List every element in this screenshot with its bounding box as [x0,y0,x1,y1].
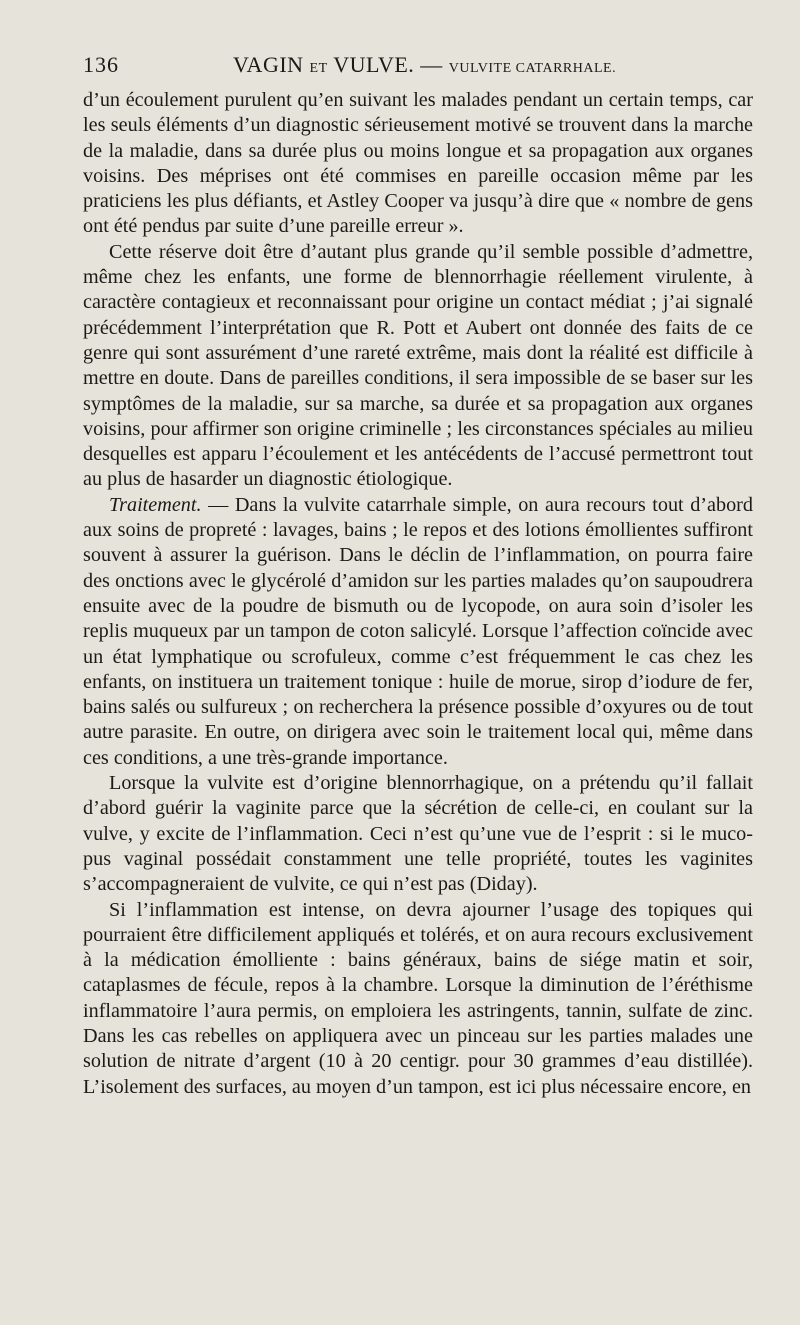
paragraph-1: d’un écoulement purulent qu’en suivant les malades pendant un certain temps, car les seuls éléments d’un diagnostic sérieusement motivé se trouvent dans la marche de la maladie, dans sa durée plus ou moins longue et sa propagation aux organes voisins. Des méprises ont été commises en pareille occasion même par les praticiens les plus défiants, et Astley Cooper va jusqu’à dire que « nombre de gens ont été pendus par suite d’une pareille erreur ». [83,89,753,238]
paragraph-2: Cette réserve doit être d’autant plus grande qu’il semble possible d’admettre, même chez les enfants, une forme de blennorrhagie réellement virulente, à caractère contagieux et reconnaissant pour origine un contact médiat ; j’ai signalé précédemment l’interprétation que R. Pott et Aubert ont donnée des faits de ce genre qui sont assurément d’une rareté extrême, mais dont la réalité est difficile à mettre en doute. Dans de pareilles conditions, il sera impossible de se baser sur les symptômes de la maladie, sur sa marche, sa durée et sa propagation aux organes voisins, pour affirmer son origine criminelle ; les circonstances spéciales au milieu desquelles est apparu l’écoulement et les antécédents de l’accusé permettront tout au plus de hasarder un diagnostic étiologique. [83,240,753,491]
section-lead: Traitement. [109,493,202,516]
paragraph-3 [83,493,753,771]
title-et: ET [309,61,328,76]
title-main: VAGIN [233,52,304,77]
page-number: 136 [83,52,119,77]
running-title [233,52,616,78]
running-header [83,52,753,88]
title-sub: VULVITE CATARRHALE. [448,61,617,76]
paragraph-5: Si l’inflammation est intense, on devra ajourner l’usage des topiques qui pourraient être difficilement appliqués et tolérés, et on aura recours exclusivement à la médication émolliente : bains généraux, bains de siége matin et soir, cataplasmes de fécule, repos à la chambre. Lorsque la diminution de l’éréthisme inflammatoire l’aura permis, on emploiera les astringents, tannin, sulfate de zinc. Dans les cas rebelles on appliquera avec un pinceau sur les parties malades une solution de nitrate d’argent (10 à 20 centigr. pour 30 grammes d’eau distillée). L’isolement des surfaces, au moyen d’un tampon, est ici plus nécessaire encore, en [83,898,753,1098]
body-text [83,88,753,1100]
paragraph-3-text: — Dans la vulvite catarrhale simple, on aura recours tout d’abord aux soins de propreté : lavages, bains ; le repos et des lotions émollientes suffiront souvent à assurer la guérison. Dans le déclin de l’inflammation, on pourra faire des onctions avec le glycérolé d’amidon sur les parties malades qu’on saupoudrera ensuite avec de la poudre de bismuth ou de lycopode, on aura soin d’isoler les replis muqueux par un tampon de coton salicylé. Lorsque l’affection coïncide avec un état lymphatique ou scrofuleux, comme c’est fréquemment le cas chez les enfants, on instituera un traitement tonique : huile de morue, sirop d’iodure de fer, bains salés ou sulfureux ; on recherchera la présence possible d’oxyures ou de tout autre parasite. En outre, on dirigera avec soin le traitement local qui, même dans ces conditions, a une très-grande importance. [83,493,753,769]
title-dash: — [420,52,443,77]
title-main-2: VULVE. [333,52,415,77]
paragraph-4: Lorsque la vulvite est d’origine blennorrhagique, on a prétendu qu’il fallait d’abord guérir la vaginite parce que la sécrétion de celle-ci, en coulant sur la vulve, y excite de l’inflammation. Ceci n’est qu’une vue de l’esprit : si le muco-pus vaginal possédait constamment une telle propriété, toutes les vaginites s’accompagneraient de vulvite, ce qui n’est pas (Diday). [83,772,753,896]
